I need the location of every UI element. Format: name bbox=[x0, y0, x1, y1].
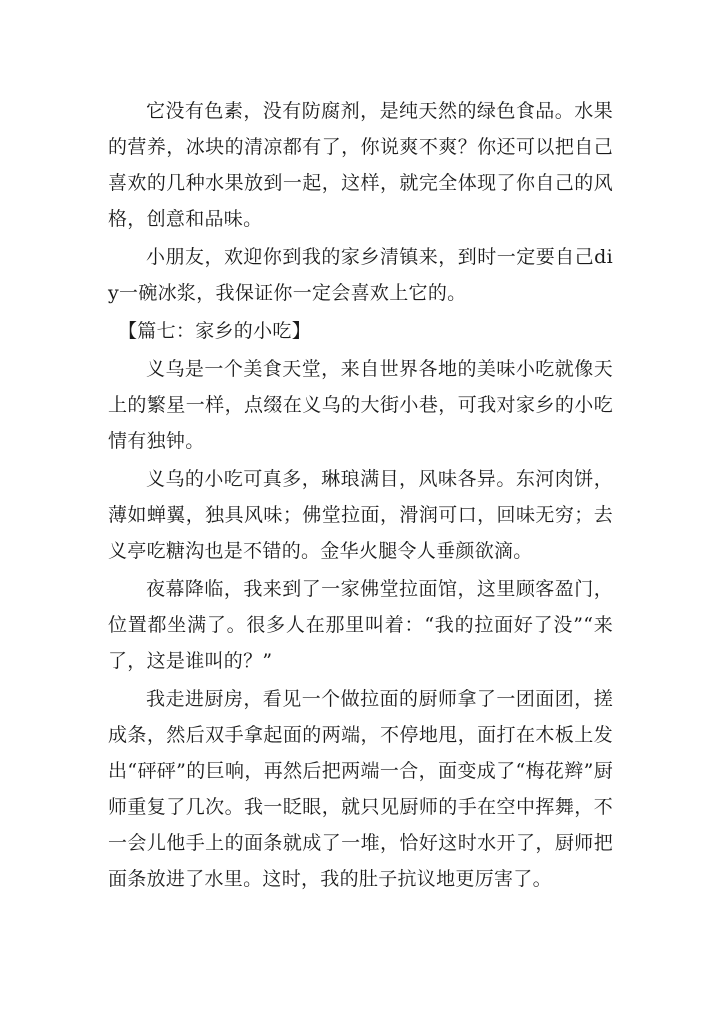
paragraph: 它没有色素，没有防腐剂，是纯天然的绿色食品。水果的营养，冰块的清凉都有了，你说爽不爽？你还可以把自己喜欢的几种水果放到一起，这样，就完全体现了你自己的风格，创意和品味。 bbox=[108, 100, 613, 230]
paragraph: 我走进厨房，看见一个做拉面的厨师拿了一团面团，搓成条，然后双手拿起面的两端，不停地甩，面打在木板上发出“砰砰”的巨响，再然后把两端一合，面变成了“梅花辫”厨师重复了几次。我一眨眼，就只见厨师的手在空中挥舞，不一会儿他手上的面条就成了一堆，恰好这时水开了，厨师把面条放进了水里。这时，我的肚子抗议地更厉害了。 bbox=[108, 688, 613, 890]
paragraph: 小朋友，欢迎你到我的家乡清镇来，到时一定要自己diy一碗冰浆，我保证你一定会喜欢上它的。 bbox=[108, 246, 613, 304]
paragraph: 义乌的小吃可真多，琳琅满目，风味各异。东河肉饼，薄如蝉翼，独具风味；佛堂拉面，滑润可口，回味无穷；去义亭吃糖沟也是不错的。金华火腿令人垂颜欲滴。 bbox=[108, 468, 613, 562]
section-heading: 【篇七：家乡的小吃】 bbox=[118, 320, 312, 342]
document-page bbox=[108, 93, 613, 899]
paragraph: 义乌是一个美食天堂，来自世界各地的美味小吃就像天上的繁星一样，点缀在义乌的大街小巷，可我对家乡的小吃情有独钟。 bbox=[108, 358, 613, 452]
paragraph: 夜幕降临，我来到了一家佛堂拉面馆，这里顾客盈门，位置都坐满了。很多人在那里叫着：“我的拉面好了没”“来了，这是谁叫的？” bbox=[108, 578, 613, 672]
